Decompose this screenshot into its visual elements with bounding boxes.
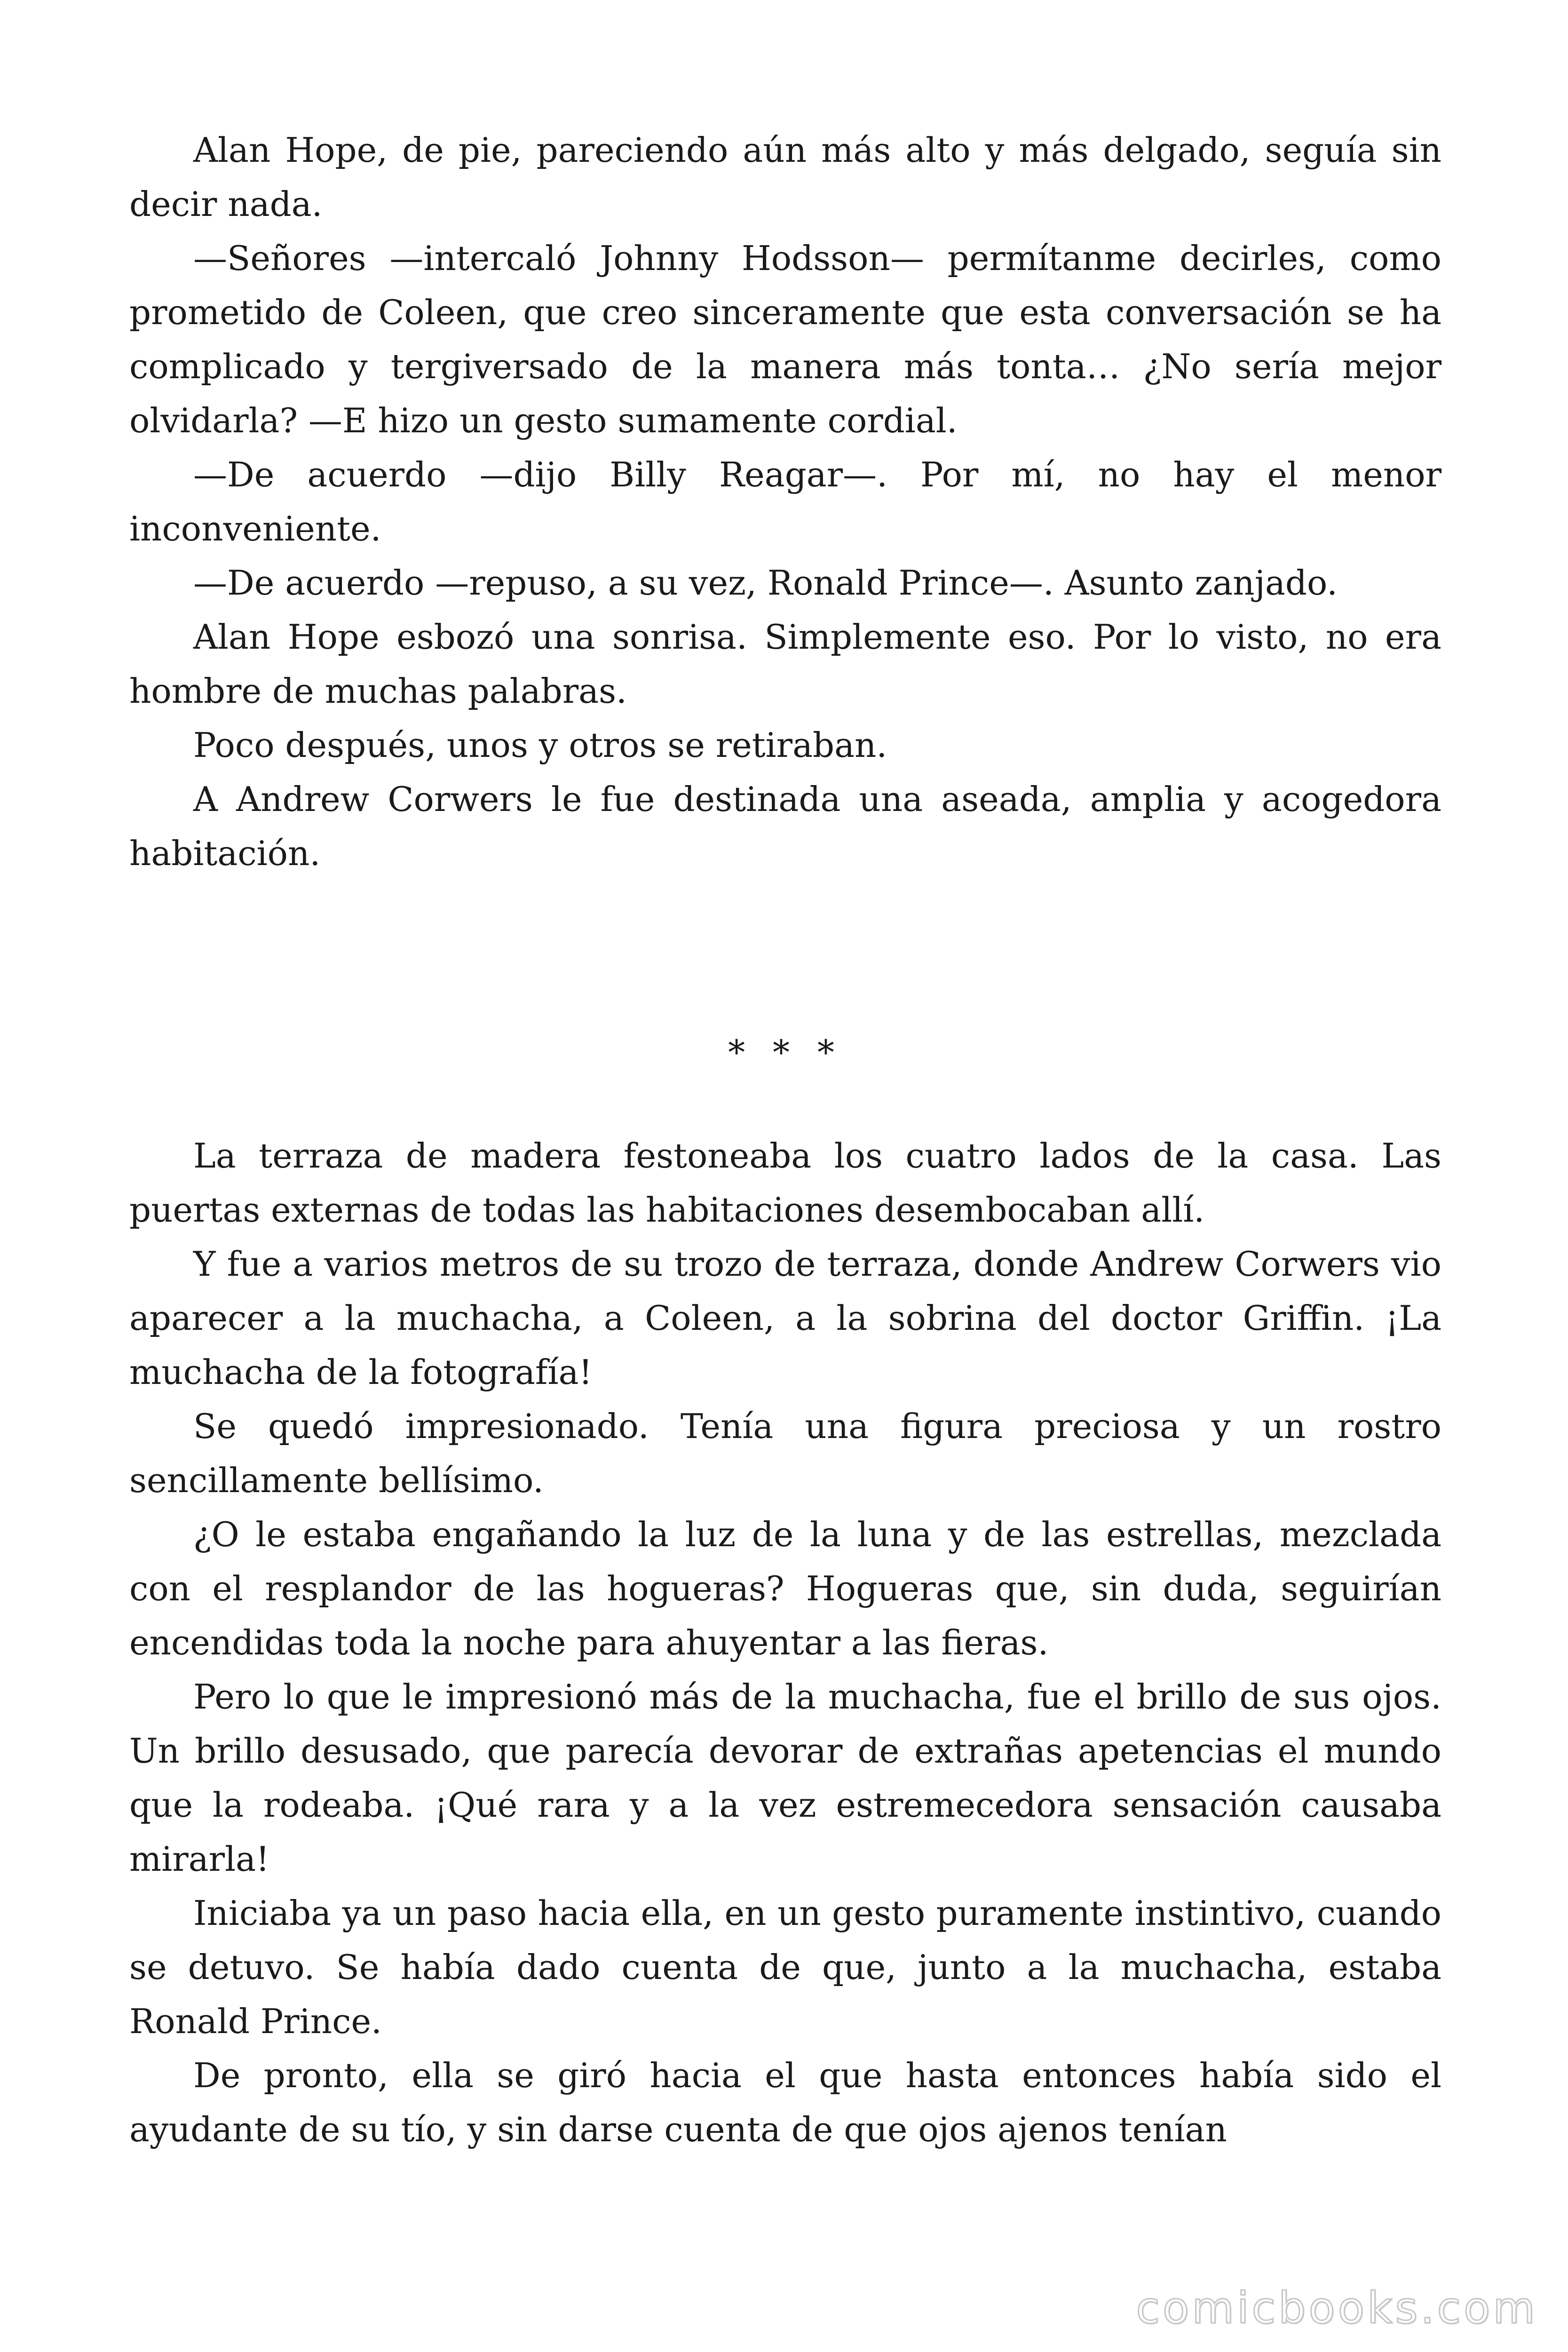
paragraph: A Andrew Corwers le fue destinada una aseada, amplia y acogedora habitación.	[129, 779, 1441, 873]
paragraph: Alan Hope esbozó una sonrisa. Simplemente eso. Por lo visto, no era hombre de muchas palabras.	[129, 617, 1441, 711]
text-block-two	[129, 1129, 1441, 2157]
paragraph: Y fue a varios metros de su trozo de terraza, donde Andrew Corwers vio aparecer a la muchacha, a Coleen, a la sobrina del doctor Griffin. ¡La muchacha de la fotografía!	[129, 1244, 1441, 1392]
paragraph: —De acuerdo —dijo Billy Reagar—. Por mí, no hay el menor inconveniente.	[129, 455, 1441, 548]
paragraph: Alan Hope, de pie, pareciendo aún más alto y más delgado, seguía sin decir nada.	[129, 130, 1441, 224]
paragraph: Iniciaba ya un paso hacia ella, en un gesto puramente instintivo, cuando se detuvo. Se había dado cuenta de que, junto a la muchacha, estaba Ronald Prince.	[129, 1893, 1441, 2041]
paragraph: Se quedó impresionado. Tenía una figura preciosa y un rostro sencillamente bellísimo.	[129, 1406, 1441, 1500]
paragraph: —De acuerdo —repuso, a su vez, Ronald Prince—. Asunto zanjado.	[193, 563, 1338, 603]
paragraph: La terraza de madera festoneaba los cuatro lados de la casa. Las puertas externas de todas las habitaciones desembocaban allí.	[129, 1136, 1441, 1230]
section-separator: * * *	[728, 1033, 843, 1072]
paragraph: —Señores —intercaló Johnny Hodsson— permítanme decirles, como prometido de Coleen, que creo sinceramente que esta conversación se ha complicado y tergiversado de la manera más tonta… ¿No sería mejor olvidarla? —E hizo un gesto sumamente cordial.	[129, 238, 1441, 440]
watermark: comicbooks.com	[1136, 2283, 1538, 2333]
paragraph: Pero lo que le impresionó más de la muchacha, fue el brillo de sus ojos. Un brillo desusado, que parecía devorar de extrañas apetencias el mundo que la rodeaba. ¡Qué rara y a la vez estremecedora sensación causaba mirarla!	[129, 1677, 1441, 1879]
paragraph: De pronto, ella se giró hacia el que hasta entonces había sido el ayudante de su tío, y sin darse cuenta de que ojos ajenos tenían	[129, 2056, 1441, 2149]
paragraph: Poco después, unos y otros se retiraban.	[193, 725, 887, 765]
paragraph: ¿O le estaba engañando la luz de la luna y de las estrellas, mezclada con el resplandor de las hogueras? Hogueras que, sin duda, seguirían encendidas toda la noche para ahuyentar a las fieras.	[129, 1515, 1441, 1662]
text-block-one	[129, 123, 1441, 881]
